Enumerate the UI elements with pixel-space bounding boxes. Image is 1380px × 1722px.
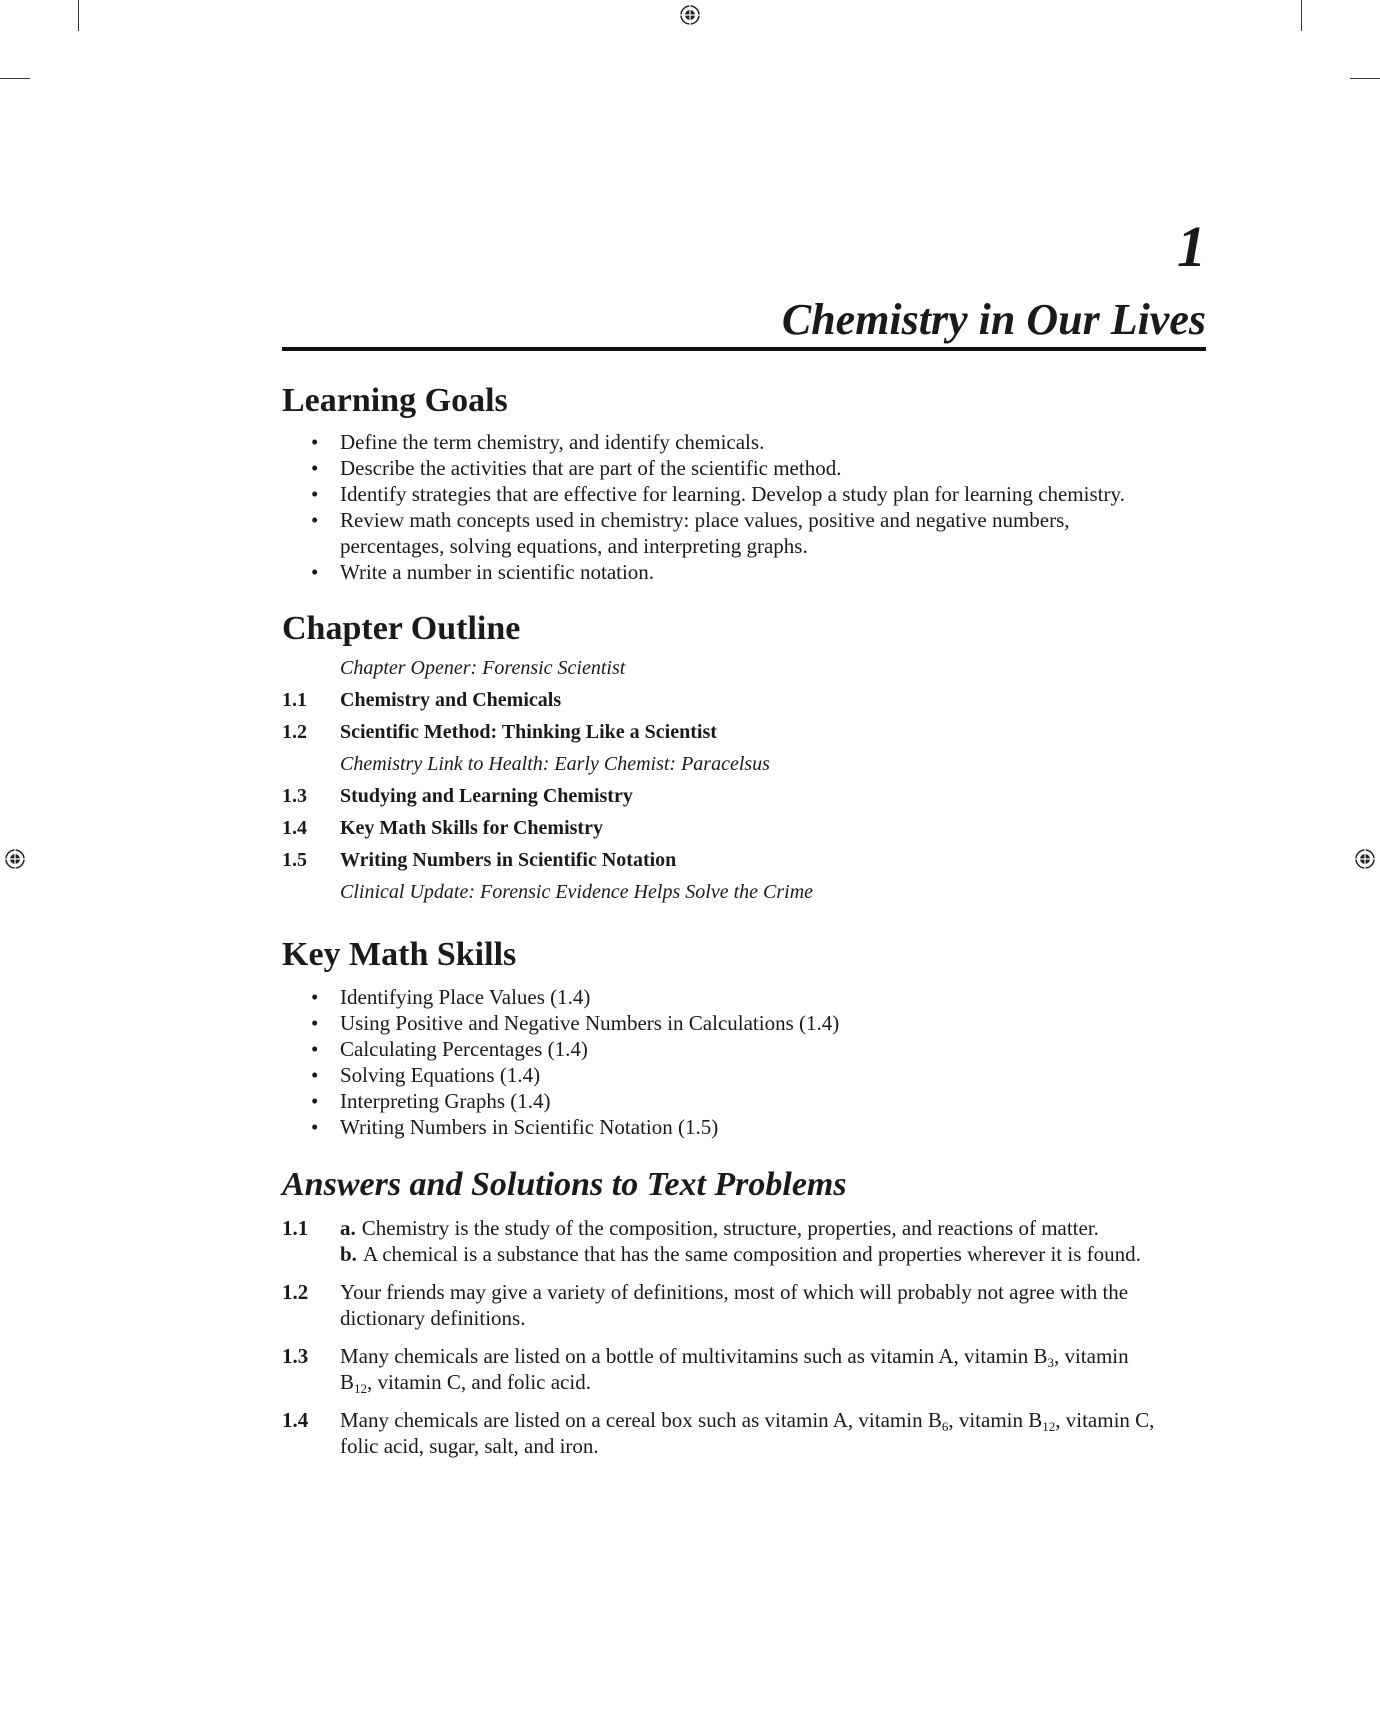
part-label: b. xyxy=(340,1242,357,1266)
answer-1-4 xyxy=(282,1407,1170,1459)
answer-text xyxy=(340,1215,1206,1267)
outline-section-number: 1.1 xyxy=(282,688,307,711)
answer-text-part: , vitamin B xyxy=(340,1344,1129,1394)
part-text: Chemistry is the study of the composition, structure, properties, and reactions of matter. xyxy=(361,1216,1099,1240)
answer-part-a xyxy=(340,1215,1206,1241)
answer-text: Your friends may give a variety of definitions, most of which will probably not agree with the dictionary definitions. xyxy=(340,1280,1129,1330)
answer-text-part: Many chemicals are listed on a bottle of multivitamins such as vitamin A, vitamin B xyxy=(340,1344,1048,1368)
outline-link-row xyxy=(282,748,813,780)
outline-health-link: Chemistry Link to Health: Early Chemist: Paracelsus xyxy=(340,752,770,775)
answers-heading: Answers and Solutions to Text Problems xyxy=(282,1166,847,1203)
answer-number: 1.3 xyxy=(282,1344,309,1368)
registration-mark-icon xyxy=(1354,848,1376,870)
key-math-skills-heading: Key Math Skills xyxy=(282,936,517,973)
chapter-outline xyxy=(282,652,813,908)
outline-opener-row xyxy=(282,652,813,684)
answer-1-1 xyxy=(282,1215,1206,1267)
chapter-title-rule xyxy=(282,347,1206,351)
outline-section-title: Chemistry and Chemicals xyxy=(340,688,562,711)
part-text: A chemical is a substance that has the same composition and properties wherever it is found. xyxy=(362,1242,1141,1266)
list-item: • Interpreting Graphs (1.4) xyxy=(311,1088,839,1114)
list-item: • Identify strategies that are effective for learning. Develop a study plan for learning chemistry. xyxy=(311,481,1170,507)
outline-clinical-update: Clinical Update: Forensic Evidence Helps Solve the Crime xyxy=(340,880,814,903)
answer-1-2 xyxy=(282,1279,1206,1331)
outline-row xyxy=(282,812,813,844)
answer-part-b xyxy=(340,1241,1206,1267)
subscript: 12 xyxy=(1042,1419,1056,1434)
crop-mark xyxy=(1350,78,1380,79)
list-item: • Describe the activities that are part of the scientific method. xyxy=(311,455,1170,481)
answer-number: 1.4 xyxy=(282,1408,309,1432)
list-item: • Identifying Place Values (1.4) xyxy=(311,984,839,1010)
answer-number: 1.1 xyxy=(282,1216,309,1240)
registration-mark-icon xyxy=(4,848,26,870)
list-item: • Solving Equations (1.4) xyxy=(311,1062,839,1088)
answer-text xyxy=(340,1343,1140,1395)
answer-text-part: , vitamin C, and folic acid. xyxy=(367,1370,591,1394)
outline-opener: Chapter Opener: Forensic Scientist xyxy=(340,656,626,679)
answer-number: 1.2 xyxy=(282,1280,309,1304)
outline-section-title: Scientific Method: Thinking Like a Scientist xyxy=(340,720,717,743)
outline-section-title: Studying and Learning Chemistry xyxy=(340,784,633,807)
crop-mark xyxy=(1301,0,1302,31)
registration-mark-icon xyxy=(679,4,701,26)
outline-section-title: Key Math Skills for Chemistry xyxy=(340,816,603,839)
learning-goals-list xyxy=(311,429,1170,585)
key-math-skills-list xyxy=(311,984,839,1140)
outline-section-number: 1.3 xyxy=(282,784,307,807)
answer-1-3 xyxy=(282,1343,1140,1395)
answer-text xyxy=(340,1407,1170,1459)
list-item: • Using Positive and Negative Numbers in Calculations (1.4) xyxy=(311,1010,839,1036)
list-item: • Calculating Percentages (1.4) xyxy=(311,1036,839,1062)
answer-text-part: , vitamin C, folic acid, sugar, salt, and iron. xyxy=(340,1408,1155,1458)
outline-section-number: 1.4 xyxy=(282,816,307,839)
outline-section-title: Writing Numbers in Scientific Notation xyxy=(340,848,677,871)
list-item: • Review math concepts used in chemistry: place values, positive and negative numbers, percentages, solving equations, and interpreting graphs. xyxy=(311,507,1170,559)
subscript: 6 xyxy=(941,1419,949,1434)
list-item: • Define the term chemistry, and identify chemicals. xyxy=(311,429,1170,455)
outline-row xyxy=(282,844,813,876)
subscript: 12 xyxy=(354,1381,368,1396)
outline-row xyxy=(282,780,813,812)
list-item: • Writing Numbers in Scientific Notation (1.5) xyxy=(311,1114,839,1140)
answer-text-part: , vitamin B xyxy=(948,1408,1043,1432)
chapter-title: Chemistry in Our Lives xyxy=(781,295,1206,344)
chapter-outline-heading: Chapter Outline xyxy=(282,610,521,647)
list-item: • Write a number in scientific notation. xyxy=(311,559,1170,585)
part-label: a. xyxy=(340,1216,356,1240)
outline-section-number: 1.5 xyxy=(282,848,307,871)
crop-mark xyxy=(78,0,79,31)
answer-text-part: Many chemicals are listed on a cereal box such as vitamin A, vitamin B xyxy=(340,1408,942,1432)
outline-row xyxy=(282,684,813,716)
outline-section-number: 1.2 xyxy=(282,720,307,743)
outline-row xyxy=(282,716,813,748)
learning-goals-heading: Learning Goals xyxy=(282,382,508,419)
chapter-number: 1 xyxy=(1177,214,1206,279)
subscript: 3 xyxy=(1047,1355,1054,1370)
crop-mark xyxy=(0,78,30,79)
outline-update-row xyxy=(282,876,813,908)
